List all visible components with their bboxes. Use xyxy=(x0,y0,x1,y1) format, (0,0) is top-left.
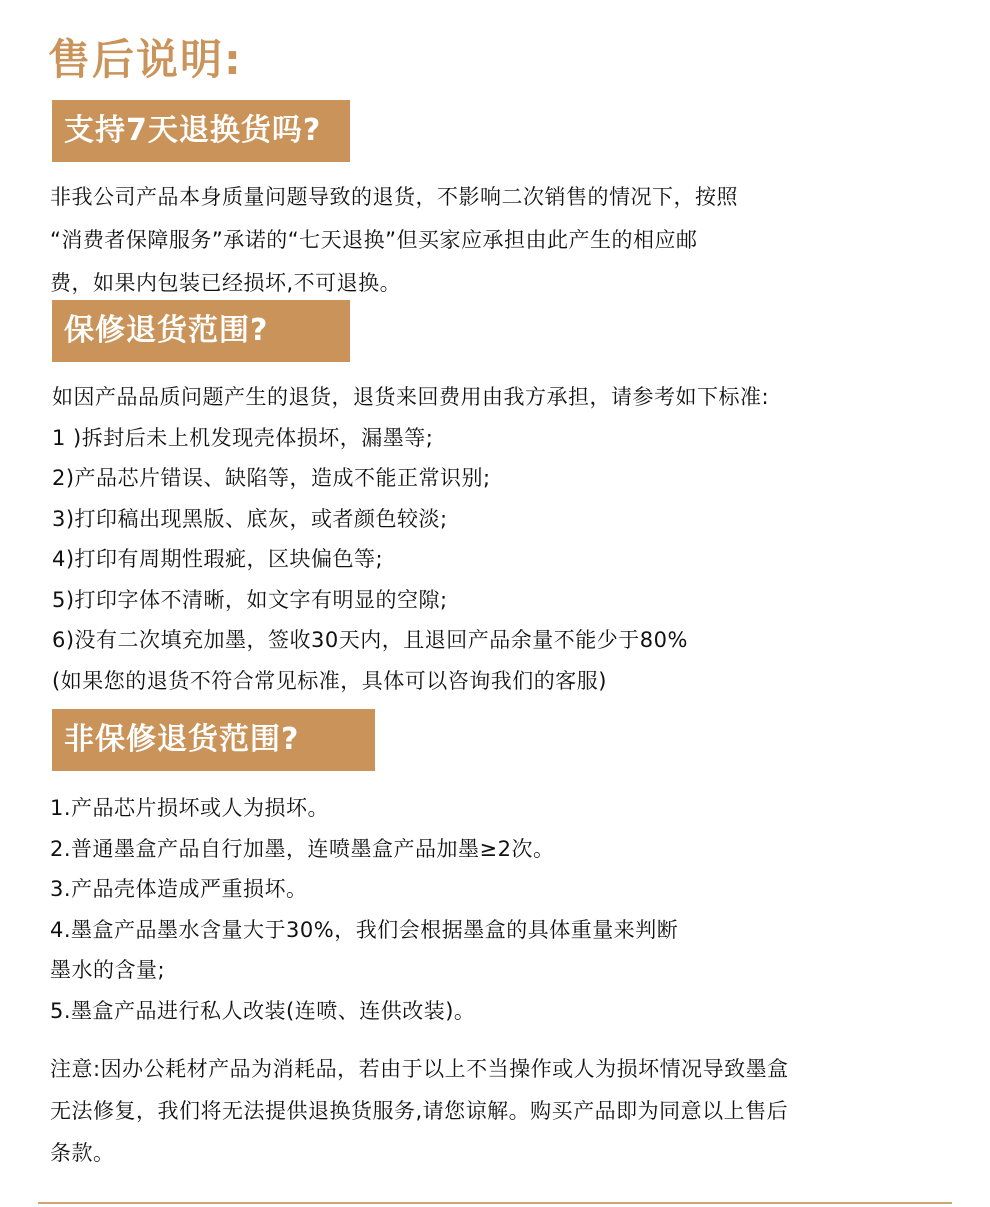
list-item: 4.墨盒产品墨水含量大于30%，我们会根据墨盒的具体重量来判断 xyxy=(50,917,679,942)
list-item: 墨水的含量; xyxy=(50,958,166,982)
notice-line: 注意:因办公耗材产品为消耗品，若由于以上不当操作或人为损坏情况导致墨盒 xyxy=(50,1057,789,1081)
list-item: 1 )拆封后未上机发现壳体损坏，漏墨等; xyxy=(52,425,434,450)
section-heading-seven-day-return: 支持7天退换货吗? xyxy=(52,100,350,162)
warranty-return-list xyxy=(52,377,769,701)
list-item: 如因产品品质问题产生的退货，退货来回费用由我方承担，请参考如下标准: xyxy=(52,385,770,409)
list-item: (如果您的退货不符合常见标准，具体可以咨询我们的客服) xyxy=(52,668,607,693)
list-item: 3)打印稿出现黑版、底灰，或者颜色较淡; xyxy=(52,506,448,531)
list-item: 2.普通墨盒产品自行加墨，连喷墨盒产品加墨≥2次。 xyxy=(50,836,555,861)
list-item: 4)打印有周期性瑕疵，区块偏色等; xyxy=(52,547,384,571)
paragraph-line: 费，如果内包装已经损坏,不可退换。 xyxy=(50,271,402,295)
section-heading-warranty-return: 保修退货范围? xyxy=(52,300,350,362)
bottom-divider xyxy=(38,1202,952,1204)
notice-line: 无法修复，我们将无法提供退换货服务,请您谅解。购买产品即为同意以上售后 xyxy=(50,1099,789,1123)
list-item: 6)没有二次填充加墨，签收30天内，且退回产品余量不能少于80% xyxy=(52,628,688,652)
seven-day-return-paragraph xyxy=(50,176,738,305)
notice-paragraph xyxy=(50,1048,789,1174)
list-item: 3.产品壳体造成严重损坏。 xyxy=(50,877,308,901)
section-heading-non-warranty-return: 非保修退货范围? xyxy=(52,709,375,771)
list-item: 5.墨盒产品进行私人改装(连喷、连供改装)。 xyxy=(50,998,476,1023)
paragraph-line: 非我公司产品本身质量问题导致的退货，不影响二次销售的情况下，按照 xyxy=(50,185,738,209)
non-warranty-return-list xyxy=(50,788,678,1031)
list-item: 5)打印字体不清晰，如文字有明显的空隙; xyxy=(52,587,448,612)
page-title: 售后说明: xyxy=(48,35,243,84)
notice-line: 条款。 xyxy=(50,1141,115,1165)
paragraph-line: “消费者保障服务”承诺的“七天退换”但买家应承担由此产生的相应邮 xyxy=(50,228,698,252)
list-item: 1.产品芯片损坏或人为损坏。 xyxy=(50,796,330,820)
list-item: 2)产品芯片错误、缺陷等，造成不能正常识别; xyxy=(52,466,491,490)
